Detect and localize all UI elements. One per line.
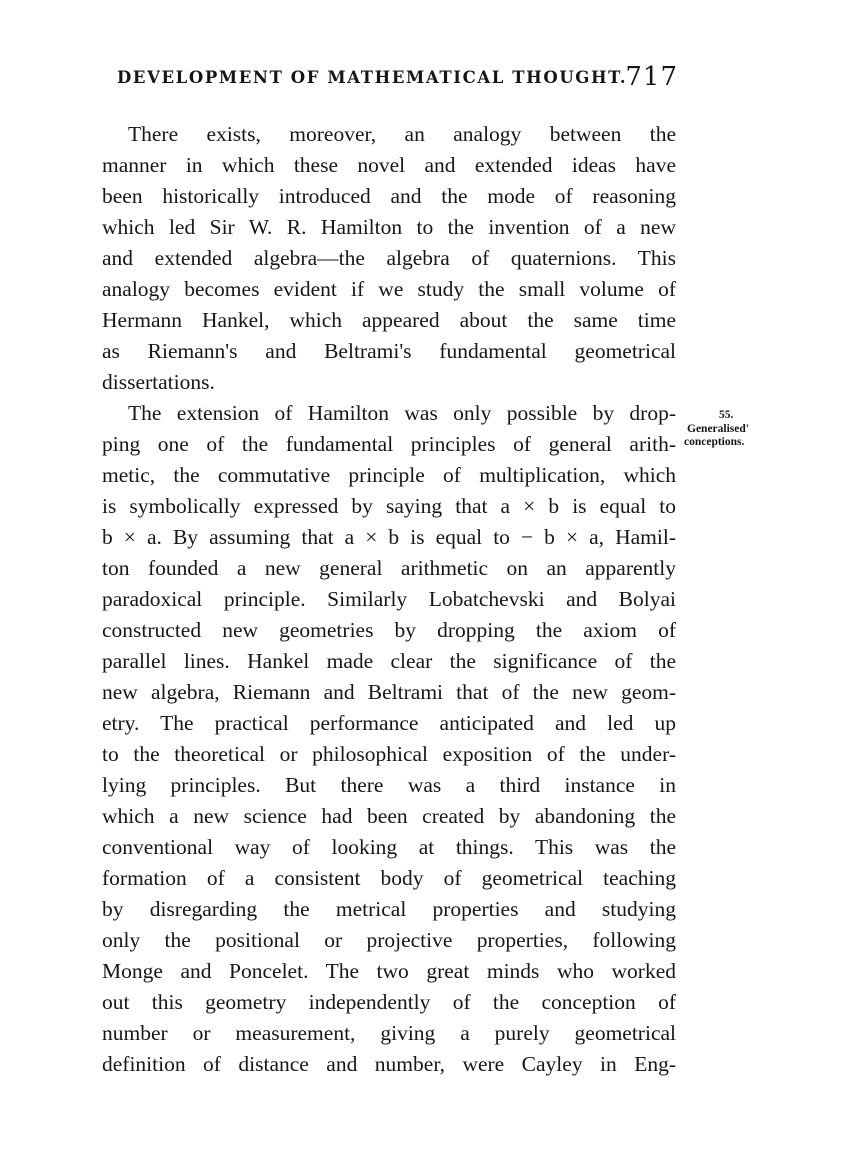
text-line: to the theoretical or philosophical exposition of the under- bbox=[102, 742, 676, 766]
text-line: number or measurement, giving a purely geometrical bbox=[102, 1021, 676, 1045]
page-number: 717 bbox=[625, 62, 678, 92]
margin-note bbox=[684, 409, 770, 450]
text-line: Hermann Hankel, which appeared about the same time bbox=[102, 308, 676, 332]
text-line: analogy becomes evident if we study the small volume of bbox=[102, 277, 676, 301]
text-line: only the positional or projective properties, following bbox=[102, 928, 676, 952]
text-line: new algebra, Riemann and Beltrami that of the new geom- bbox=[102, 680, 676, 704]
text-line: ping one of the fundamental principles of general arith- bbox=[102, 432, 676, 456]
margin-note-title: Generalised' bbox=[687, 422, 749, 435]
text-line: which led Sir W. R. Hamilton to the invention of a new bbox=[102, 215, 676, 239]
text-line: b × a. By assuming that a × b is equal to − b × a, Hamil- bbox=[102, 525, 676, 549]
text-line: is symbolically expressed by saying that a × b is equal to bbox=[102, 494, 676, 518]
margin-note-number: 55. bbox=[719, 409, 734, 421]
text-line: as Riemann's and Beltrami's fundamental geometrical bbox=[102, 339, 676, 363]
text-line: definition of distance and number, were Cayley in Eng- bbox=[102, 1052, 676, 1076]
text-line: metic, the commutative principle of multiplication, which bbox=[102, 463, 676, 487]
text-line: by disregarding the metrical properties and studying bbox=[102, 897, 676, 921]
text-line: There exists, moreover, an analogy between the bbox=[128, 122, 676, 146]
text-line: ton founded a new general arithmetic on an apparently bbox=[102, 556, 676, 580]
text-line: which a new science had been created by abandoning the bbox=[102, 804, 676, 828]
text-line: lying principles. But there was a third instance in bbox=[102, 773, 676, 797]
text-line: formation of a consistent body of geometrical teaching bbox=[102, 866, 676, 890]
text-line: conventional way of looking at things. This was the bbox=[102, 835, 676, 859]
text-line: etry. The practical performance anticipated and led up bbox=[102, 711, 676, 735]
running-title: DEVELOPMENT OF MATHEMATICAL THOUGHT. bbox=[117, 68, 628, 87]
text-line: been historically introduced and the mode of reasoning bbox=[102, 184, 676, 208]
text-line: parallel lines. Hankel made clear the significance of the bbox=[102, 649, 676, 673]
text-line: paradoxical principle. Similarly Lobatchevski and Bolyai bbox=[102, 587, 676, 611]
page-header bbox=[117, 64, 682, 100]
text-line: The extension of Hamilton was only possible by drop- bbox=[128, 401, 676, 425]
text-line: out this geometry independently of the conception of bbox=[102, 990, 676, 1014]
text-line: Monge and Poncelet. The two great minds who worked bbox=[102, 959, 676, 983]
text-line: constructed new geometries by dropping the axiom of bbox=[102, 618, 676, 642]
text-line: and extended algebra—the algebra of quaternions. This bbox=[102, 246, 676, 270]
margin-note-subtitle: conceptions. bbox=[684, 436, 745, 448]
text-line: dissertations. bbox=[102, 370, 215, 394]
text-line: manner in which these novel and extended ideas have bbox=[102, 153, 676, 177]
